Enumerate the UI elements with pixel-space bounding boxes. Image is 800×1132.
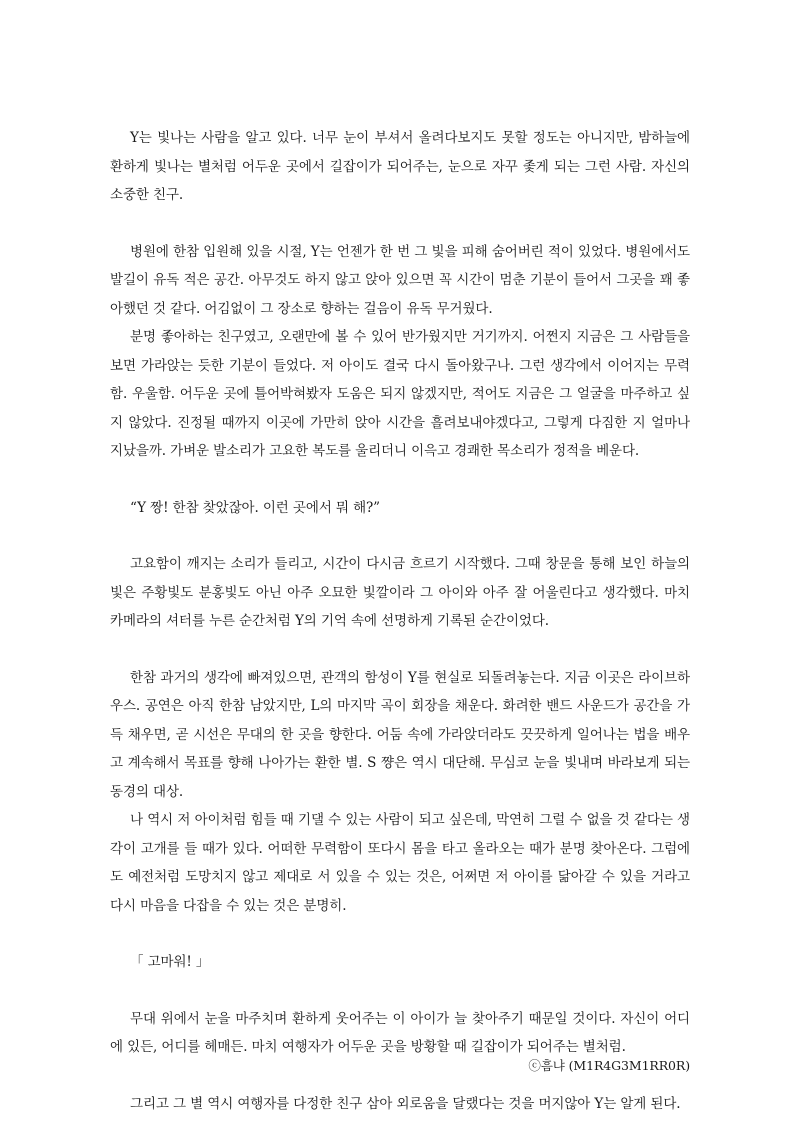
paragraph-gap xyxy=(110,977,690,1005)
paragraph-gap xyxy=(110,920,690,948)
paragraph-5: 한참 과거의 생각에 빠져있으면, 관객의 함성이 Y를 현실로 되돌려놓는다. 지금 이곳은 라이브하우스. 공연은 아직 한참 남았지만, L의 마지막 곡이 회장을 채운다. 화려한 밴드 사운드가 공간을 가득 채우면, 곧 시선은 무대의 한 곳을 향한다. 어둠 속에 가라앉더라도 끗끗하게 일어나는 법을 배우고 계속해서 목표를 향해 나아가는 환한 별. S 쨩은 역시 대단해. 무심코 눈을 빛내며 바라보게 되는 동경의 대상. xyxy=(110,669,690,800)
dialogue-line-2: 「 고마워! 」 xyxy=(130,954,210,970)
paragraph-gap xyxy=(110,466,690,494)
paragraph-gap xyxy=(110,210,690,238)
dialogue-line-1: “Y 짱! 한참 찾았잖아. 이런 곳에서 뭐 해?” xyxy=(130,499,380,516)
document-body xyxy=(110,124,690,1118)
paragraph-1: Y는 빛나는 사람을 알고 있다. 너무 눈이 부셔서 올려다보지도 못할 정도는 아니지만, 밤하늘에 환하게 빛나는 별처럼 어두운 곳에서 길잡이가 되어주는, 눈으로 자꾸 좇게 되는 그런 사람. 자신의 소중한 친구. xyxy=(110,130,690,203)
copyright-footer: ⓒ흠냐 (M1R4G3M1RR0R) xyxy=(528,1058,690,1073)
paragraph-7: 무대 위에서 눈을 마주치며 환하게 웃어주는 이 아이가 늘 찾아주기 때문일 것이다. 자신이 어디에 있든, 어디를 헤매든. 마치 여행자가 어두운 곳을 방황할 때 길잡이가 되어주는 별처럼. xyxy=(110,1010,690,1055)
paragraph-gap xyxy=(110,522,690,550)
paragraph-2: 병원에 한참 입원해 있을 시절, Y는 언젠가 한 번 그 빛을 피해 숨어버린 적이 있었다. 병원에서도 발길이 유독 적은 공간. 아무것도 하지 않고 앉아 있으면 꼭 시간이 멈춘 기분이 들어서 그곳을 꽤 좋아했던 것 같다. 어김없이 그 장소로 향하는 걸음이 유독 무거웠다. xyxy=(110,243,690,317)
paragraph-6: 나 역시 저 아이처럼 힘들 때 기댈 수 있는 사람이 되고 싶은데, 막연히 그럴 수 없을 것 같다는 생각이 고개를 들 때가 있다. 어떠한 무력함이 또다시 몸을 타고 올라오는 때가 분명 찾아온다. 그럼에도 예전처럼 도망치지 않고 제대로 서 있을 수 있는 것은, 어쩌면 저 아이를 닮아갈 수 있을 거라고 다시 마음을 다잡을 수 있는 것은 분명히. xyxy=(110,812,690,914)
paragraph-3: 분명 좋아하는 친구였고, 오랜만에 볼 수 있어 반가웠지만 거기까지. 어쩐지 지금은 그 사람들을 보면 가라앉는 듯한 기분이 들었다. 저 아이도 결국 다시 돌아왔구나. 그런 생각에서 이어지는 무력함. 우울함. 어두운 곳에 틀어박혀봤자 도움은 되지 않겠지만, 적어도 지금은 그 얼굴을 마주하고 싶지 않았다. 진정될 때까지 이곳에 가만히 앉아 시간을 흘려보내야겠다고, 그렇게 다짐한 지 얼마나 지났을까. 가벼운 발소리가 고요한 복도를 울리더니 이윽고 경쾌한 목소리가 정적을 베운다. xyxy=(110,329,690,459)
paragraph-gap xyxy=(110,636,690,664)
paragraph-8: 그리고 그 별 역시 여행자를 다정한 친구 삼아 외로움을 달랬다는 것을 머지않아 Y는 알게 된다. xyxy=(130,1095,681,1112)
paragraph-4: 고요함이 깨지는 소리가 들리고, 시간이 다시금 흐르기 시작했다. 그때 창문을 통해 보인 하늘의 빛은 주황빛도 분홍빛도 아닌 아주 오묘한 빛깔이라 그 아이와 아주 잘 어울린다고 생각했다. 마치 카메라의 셔터를 누른 순간처럼 Y의 기억 속에 선명하게 기록된 순간이었다. xyxy=(110,556,690,629)
